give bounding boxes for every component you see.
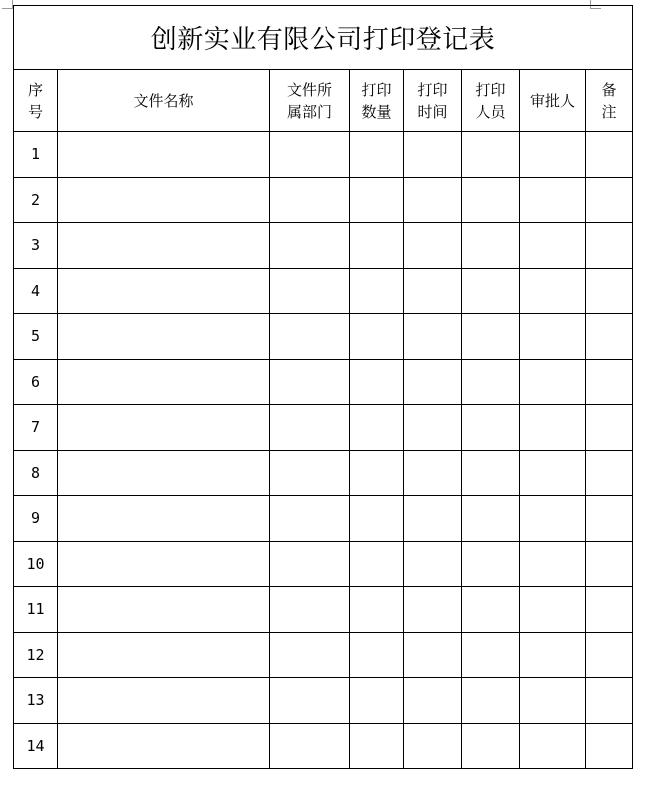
cell-print-quantity[interactable] (350, 678, 404, 724)
cell-print-time[interactable] (404, 405, 462, 451)
header-cell-file-name: 文件名称 (58, 70, 270, 132)
cell-print-quantity[interactable] (350, 132, 404, 178)
cell-print-time[interactable] (404, 450, 462, 496)
cell-print-person[interactable] (462, 496, 520, 542)
cell-approver[interactable] (520, 223, 586, 269)
table-row (14, 496, 633, 542)
cell-print-time[interactable] (404, 496, 462, 542)
header-cell-remarks: 备 注 (586, 70, 633, 132)
cell-file-name[interactable] (58, 177, 270, 223)
cell-print-person[interactable] (462, 723, 520, 769)
cell-approver[interactable] (520, 723, 586, 769)
cell-file-name[interactable] (58, 268, 270, 314)
cell-remarks[interactable] (586, 268, 633, 314)
header-cell-department: 文件所 属部门 (270, 70, 350, 132)
cell-approver[interactable] (520, 587, 586, 633)
cell-remarks[interactable] (586, 359, 633, 405)
cell-index: 14 (14, 723, 58, 769)
header-cell-print-person: 打印 人员 (462, 70, 520, 132)
cell-print-person[interactable] (462, 268, 520, 314)
page-corner-mark-left (2, 0, 13, 9)
cell-file-name[interactable] (58, 314, 270, 360)
cell-remarks[interactable] (586, 177, 633, 223)
cell-department[interactable] (270, 723, 350, 769)
cell-file-name[interactable] (58, 132, 270, 178)
cell-index: 4 (14, 268, 58, 314)
cell-file-name[interactable] (58, 359, 270, 405)
cell-approver[interactable] (520, 496, 586, 542)
cell-print-quantity[interactable] (350, 177, 404, 223)
cell-index: 5 (14, 314, 58, 360)
cell-file-name[interactable] (58, 723, 270, 769)
cell-print-person[interactable] (462, 678, 520, 724)
cell-print-time[interactable] (404, 177, 462, 223)
cell-print-time[interactable] (404, 678, 462, 724)
table-row (14, 723, 633, 769)
register-body (14, 132, 633, 769)
table-row (14, 405, 633, 451)
cell-remarks[interactable] (586, 450, 633, 496)
cell-department[interactable] (270, 223, 350, 269)
cell-print-person[interactable] (462, 632, 520, 678)
cell-index: 12 (14, 632, 58, 678)
cell-file-name[interactable] (58, 405, 270, 451)
cell-print-quantity[interactable] (350, 359, 404, 405)
header-cell-print-quantity: 打印 数量 (350, 70, 404, 132)
cell-remarks[interactable] (586, 541, 633, 587)
cell-approver[interactable] (520, 405, 586, 451)
cell-index: 1 (14, 132, 58, 178)
cell-department[interactable] (270, 450, 350, 496)
cell-print-quantity[interactable] (350, 632, 404, 678)
cell-department[interactable] (270, 678, 350, 724)
cell-file-name[interactable] (58, 496, 270, 542)
cell-print-person[interactable] (462, 177, 520, 223)
cell-department[interactable] (270, 268, 350, 314)
cell-department[interactable] (270, 359, 350, 405)
cell-file-name[interactable] (58, 632, 270, 678)
cell-print-quantity[interactable] (350, 541, 404, 587)
cell-print-time[interactable] (404, 632, 462, 678)
cell-print-quantity[interactable] (350, 223, 404, 269)
cell-index: 10 (14, 541, 58, 587)
cell-print-time[interactable] (404, 587, 462, 633)
cell-approver[interactable] (520, 450, 586, 496)
cell-remarks[interactable] (586, 496, 633, 542)
cell-index: 2 (14, 177, 58, 223)
table-row (14, 632, 633, 678)
table-row (14, 450, 633, 496)
cell-index: 8 (14, 450, 58, 496)
table-row (14, 314, 633, 360)
cell-approver[interactable] (520, 541, 586, 587)
cell-print-person[interactable] (462, 587, 520, 633)
cell-file-name[interactable] (58, 678, 270, 724)
cell-approver[interactable] (520, 177, 586, 223)
cell-print-person[interactable] (462, 541, 520, 587)
cell-print-person[interactable] (462, 405, 520, 451)
header-row (14, 70, 633, 132)
cell-index: 3 (14, 223, 58, 269)
table-row (14, 587, 633, 633)
cell-department[interactable] (270, 541, 350, 587)
table-row (14, 678, 633, 724)
cell-index: 6 (14, 359, 58, 405)
cell-print-time[interactable] (404, 268, 462, 314)
table-row (14, 268, 633, 314)
cell-print-quantity[interactable] (350, 405, 404, 451)
cell-print-quantity[interactable] (350, 496, 404, 542)
cell-approver[interactable] (520, 632, 586, 678)
table-row (14, 359, 633, 405)
cell-remarks[interactable] (586, 314, 633, 360)
cell-print-time[interactable] (404, 314, 462, 360)
cell-approver[interactable] (520, 678, 586, 724)
table-row (14, 132, 633, 178)
cell-remarks[interactable] (586, 723, 633, 769)
cell-index: 13 (14, 678, 58, 724)
cell-print-person[interactable] (462, 450, 520, 496)
cell-print-person[interactable] (462, 223, 520, 269)
cell-approver[interactable] (520, 268, 586, 314)
cell-file-name[interactable] (58, 541, 270, 587)
cell-remarks[interactable] (586, 632, 633, 678)
cell-remarks[interactable] (586, 132, 633, 178)
cell-remarks[interactable] (586, 405, 633, 451)
table-row (14, 223, 633, 269)
cell-print-person[interactable] (462, 132, 520, 178)
cell-print-time[interactable] (404, 132, 462, 178)
cell-index: 11 (14, 587, 58, 633)
cell-remarks[interactable] (586, 678, 633, 724)
cell-department[interactable] (270, 405, 350, 451)
cell-print-quantity[interactable] (350, 723, 404, 769)
header-cell-approver: 审批人 (520, 70, 586, 132)
cell-print-person[interactable] (462, 359, 520, 405)
cell-department[interactable] (270, 587, 350, 633)
cell-department[interactable] (270, 132, 350, 178)
cell-department[interactable] (270, 496, 350, 542)
cell-remarks[interactable] (586, 223, 633, 269)
document-title: 创新实业有限公司打印登记表 (14, 6, 633, 70)
cell-print-time[interactable] (404, 223, 462, 269)
cell-print-time[interactable] (404, 541, 462, 587)
cell-approver[interactable] (520, 132, 586, 178)
cell-approver[interactable] (520, 359, 586, 405)
cell-print-time[interactable] (404, 359, 462, 405)
cell-department[interactable] (270, 632, 350, 678)
cell-index: 9 (14, 496, 58, 542)
header-cell-index: 序 号 (14, 70, 58, 132)
cell-approver[interactable] (520, 314, 586, 360)
cell-remarks[interactable] (586, 587, 633, 633)
cell-print-time[interactable] (404, 723, 462, 769)
cell-department[interactable] (270, 314, 350, 360)
table-row (14, 177, 633, 223)
cell-file-name[interactable] (58, 587, 270, 633)
cell-print-quantity[interactable] (350, 587, 404, 633)
print-register-table (13, 5, 633, 769)
cell-index: 7 (14, 405, 58, 451)
cell-print-quantity[interactable] (350, 268, 404, 314)
cell-print-person[interactable] (462, 314, 520, 360)
cell-print-quantity[interactable] (350, 314, 404, 360)
header-cell-print-time: 打印 时间 (404, 70, 462, 132)
cell-department[interactable] (270, 177, 350, 223)
cell-print-quantity[interactable] (350, 450, 404, 496)
cell-file-name[interactable] (58, 450, 270, 496)
table-row (14, 541, 633, 587)
cell-file-name[interactable] (58, 223, 270, 269)
